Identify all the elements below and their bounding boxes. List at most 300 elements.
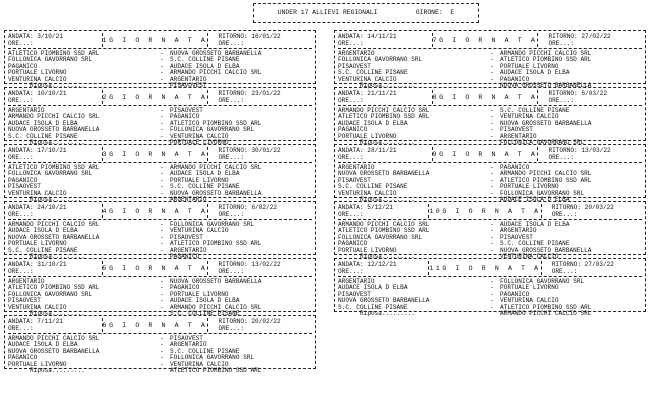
match-dash: - (160, 119, 164, 127)
home-team: PAGANICO (338, 240, 368, 248)
andata-label: ANDATA: (338, 90, 364, 97)
ore-label: ORE...: (338, 40, 364, 47)
match-dash: - (160, 246, 164, 254)
ore-label: ORE...: (551, 268, 578, 275)
away-team: PORTUALE LIVORNO (170, 176, 229, 184)
giornata-label: G I O R N A T A (109, 93, 208, 101)
ore-label: ORE...: (8, 325, 34, 332)
giornata-number: 10 (429, 207, 443, 215)
ore-label: ORE...: (548, 40, 575, 47)
away-team: S.C. COLLINE PISANE (500, 240, 570, 248)
away-team: FOLLONICA GAVORRANO SRL (170, 126, 255, 134)
page-header (253, 3, 479, 23)
ritorno-cell (542, 204, 642, 218)
match-dash: - (160, 240, 164, 248)
home-team: PORTUALE LIVORNO (338, 246, 397, 254)
giornata-number: 11 (429, 264, 443, 272)
match-dash: - (160, 347, 164, 355)
away-team: PISAOVEST (170, 233, 203, 241)
match-list (8, 221, 312, 253)
giornata-label: G I O R N A T A (442, 207, 541, 215)
giornata-block (334, 144, 646, 203)
giornata-title (428, 261, 541, 275)
home-team: PISAOVEST (338, 176, 371, 184)
ore-label: ORE...: (218, 154, 245, 161)
home-team: PAGANICO (338, 126, 368, 134)
ritorno-cell (538, 147, 642, 161)
match-dash: - (490, 164, 494, 171)
match-dash: - (160, 132, 164, 140)
riposa-team: VENTURINA CALCIO (500, 252, 559, 260)
andata-date: 12/12/21 (367, 261, 397, 268)
divider (8, 48, 312, 49)
giornata-label: G I O R N A T A (109, 150, 208, 158)
away-team: PAGANICO (500, 164, 530, 171)
match-dash: - (160, 221, 164, 228)
away-team: ARGENTARIO (500, 227, 537, 235)
giornata-header (8, 90, 312, 104)
giornata-block (4, 201, 316, 260)
match-dash: - (490, 132, 494, 140)
away-team: ATLETICO PIOMBINO SSD ARL (170, 119, 262, 127)
home-team: ARMANDO PICCHI CALCIO SRL (338, 107, 430, 114)
ritorno-label: RITORNO: (548, 33, 578, 40)
away-team: FOLLONICA GAVORRANO SRL (500, 278, 585, 285)
away-team: S.C. COLLINE PISANE (500, 107, 570, 114)
match-dash: - (160, 227, 164, 235)
away-team: ATLETICO PIOMBINO SSD ARL (500, 176, 592, 184)
riposa-label: Riposa......... (30, 195, 85, 203)
match-dash: - (490, 69, 494, 77)
away-team: FOLLONICA GAVORRANO SRL (170, 354, 255, 362)
giornata-number: 3 (102, 150, 110, 158)
riposa-team: ATLETICO PIOMBINO SSD ARL (170, 366, 262, 374)
home-team: PISAOVEST (8, 183, 41, 191)
ritorno-label: RITORNO: (551, 204, 581, 211)
home-team: VENTURINA CALCIO (8, 75, 67, 83)
away-team: NUOVA GROSSETO BARBANELLA (170, 278, 262, 285)
giornata-title (432, 147, 539, 161)
giornata-number: 4 (102, 207, 110, 215)
giornata-block (4, 87, 316, 146)
match-list (338, 164, 642, 196)
andata-cell (338, 90, 432, 104)
andata-cell (8, 204, 102, 218)
ore-label: ORE...: (8, 154, 34, 161)
giornata-title (102, 204, 209, 218)
left-column (4, 30, 316, 372)
match-list (8, 164, 312, 196)
match-list (338, 221, 642, 253)
giornata-title (432, 90, 539, 104)
giornata-label: G I O R N A T A (109, 207, 208, 215)
ritorno-label: RITORNO: (548, 90, 578, 97)
andata-date: 5/12/21 (367, 204, 393, 211)
giornata-block (4, 258, 316, 317)
riposa-team: AUDACE ISOLA D ELBA (500, 195, 570, 203)
giornata-label: G I O R N A T A (439, 36, 538, 44)
away-team: PORTUALE LIVORNO (500, 62, 559, 70)
match-dash: - (160, 113, 164, 121)
match-list (338, 107, 642, 139)
home-team: PORTUALE LIVORNO (8, 69, 67, 77)
match-list (8, 107, 312, 139)
away-team: NUOVA GROSSETO BARBANELLA (500, 246, 592, 254)
match-dash: - (160, 75, 164, 83)
home-team: ATLETICO PIOMBINO SSD ARL (338, 227, 430, 235)
match-list (8, 50, 312, 82)
divider (8, 219, 312, 220)
match-dash: - (490, 233, 494, 241)
giornata-label: G I O R N A T A (109, 264, 208, 272)
giornata-title (102, 318, 209, 332)
giornata-label: G I O R N A T A (109, 36, 208, 44)
home-team: AUDACE ISOLA D ELBA (8, 341, 78, 349)
home-team: S.C. COLLINE PISANE (338, 303, 408, 311)
home-team: VENTURINA CALCIO (338, 189, 397, 197)
home-team: PISAOVEST (338, 290, 371, 298)
home-team: VENTURINA CALCIO (8, 303, 67, 311)
ritorno-date: 13/02/22 (251, 261, 281, 268)
away-team: FOLLONICA GAVORRANO SRL (500, 189, 585, 197)
home-team: AUDACE ISOLA D ELBA (8, 119, 78, 127)
andata-cell (338, 204, 428, 218)
away-team: ARGENTARIO (170, 341, 207, 349)
away-team: ATLETICO PIOMBINO SSD ARL (170, 240, 262, 248)
ritorno-label: RITORNO: (218, 204, 248, 211)
away-team: VENTURINA CALCIO (170, 132, 229, 140)
ore-label: ORE...: (218, 40, 245, 47)
right-column (334, 30, 646, 315)
match-dash: - (160, 233, 164, 241)
girone-label: GIRONE: (415, 9, 443, 16)
away-team: ARMANDO PICCHI CALCIO SRL (170, 303, 262, 311)
andata-date: 24/10/21 (37, 204, 67, 211)
giornata-title (102, 90, 209, 104)
home-team: ARGENTARIO (338, 164, 375, 171)
ore-label: ORE...: (8, 268, 34, 275)
away-team: PAGANICO (500, 75, 530, 83)
match-dash: - (490, 227, 494, 235)
giornata-number: 1 (102, 36, 110, 44)
ritorno-date: 13/03/22 (581, 147, 611, 154)
divider (8, 333, 312, 334)
ritorno-label: RITORNO: (218, 90, 248, 97)
home-team: ARMANDO PICCHI CALCIO SRL (8, 113, 100, 121)
divider (8, 105, 312, 106)
giornata-header (8, 204, 312, 218)
match-dash: - (160, 335, 164, 342)
riposa-team: FOLLONICA GAVORRANO SRL (500, 138, 585, 146)
riposa-row (338, 253, 642, 259)
match-dash: - (160, 189, 164, 197)
divider (338, 276, 642, 277)
home-team: NUOVA GROSSETO BARBANELLA (338, 170, 430, 178)
ritorno-date: 20/03/22 (584, 204, 614, 211)
home-team: ATLETICO PIOMBINO SSD ARL (8, 50, 100, 57)
andata-cell (8, 147, 102, 161)
home-team: PAGANICO (8, 176, 38, 184)
away-team: ARMANDO PICCHI CALCIO SRL (170, 69, 262, 77)
away-team: ARMANDO PICCHI CALCIO SRL (500, 50, 592, 57)
away-team: PISAOVEST (170, 335, 203, 342)
away-team: ATLETICO PIOMBINO SSD ARL (500, 303, 592, 311)
match-dash: - (160, 56, 164, 64)
ore-label: ORE...: (8, 211, 34, 218)
ritorno-date: 16/01/22 (251, 33, 281, 40)
away-team: S.C. COLLINE PISANE (170, 347, 240, 355)
divider (8, 276, 312, 277)
giornata-header (8, 147, 312, 161)
match-dash: - (490, 62, 494, 70)
giornata-number: 2 (102, 93, 110, 101)
match-dash: - (490, 278, 494, 285)
home-team: NUOVA GROSSETO BARBANELLA (8, 126, 100, 134)
home-team: PISAOVEST (338, 62, 371, 70)
match-dash: - (160, 303, 164, 311)
riposa-label: Riposa......... (30, 366, 85, 374)
ritorno-label: RITORNO: (548, 147, 578, 154)
riposa-row (8, 310, 312, 316)
riposa-team: PAGANICO (170, 252, 200, 260)
match-dash: - (160, 126, 164, 134)
giornata-label: G I O R N A T A (442, 264, 541, 272)
ore-label: ORE...: (551, 211, 578, 218)
andata-label: ANDATA: (338, 147, 364, 154)
match-dash: - (490, 240, 494, 248)
home-team: AUDACE ISOLA D ELBA (338, 284, 408, 292)
away-team: PORTUALE LIVORNO (500, 183, 559, 191)
ritorno-date: 27/03/22 (584, 261, 614, 268)
riposa-team: ARGENTARIO (170, 195, 207, 203)
match-dash: - (160, 176, 164, 184)
andata-date: 17/10/21 (37, 147, 67, 154)
andata-label: ANDATA: (338, 204, 364, 211)
ritorno-date: 6/03/22 (581, 90, 607, 97)
match-list (338, 50, 642, 82)
andata-label: ANDATA: (8, 318, 34, 325)
home-team: PORTUALE LIVORNO (8, 240, 67, 248)
ritorno-cell (538, 33, 642, 47)
ritorno-label: RITORNO: (218, 261, 248, 268)
ore-label: ORE...: (218, 268, 245, 275)
andata-label: ANDATA: (8, 33, 34, 40)
ritorno-label: RITORNO: (551, 261, 581, 268)
riposa-team: S.C. COLLINE PISANE (170, 309, 240, 317)
ritorno-cell (538, 90, 642, 104)
riposa-row (8, 253, 312, 259)
riposa-row (8, 196, 312, 202)
giornata-header (338, 204, 642, 218)
ritorno-cell (208, 147, 312, 161)
home-team: NUOVA GROSSETO BARBANELLA (8, 347, 100, 355)
giornata-number: 8 (432, 93, 440, 101)
andata-date: 3/10/21 (37, 33, 63, 40)
ore-label: ORE...: (338, 211, 364, 218)
ore-label: ORE...: (8, 97, 34, 104)
ore-label: ORE...: (8, 40, 34, 47)
riposa-label: Riposa......... (360, 309, 415, 317)
home-team: S.C. COLLINE PISANE (8, 246, 78, 254)
giornata-block (4, 30, 316, 89)
home-team: FOLLONICA GAVORRANO SRL (8, 170, 93, 178)
riposa-label: Riposa......... (360, 138, 415, 146)
away-team: VENTURINA CALCIO (170, 360, 229, 368)
divider (338, 105, 642, 106)
home-team: PAGANICO (8, 62, 38, 70)
andata-date: 31/10/21 (37, 261, 67, 268)
riposa-row (8, 139, 312, 145)
home-team: ARMANDO PICCHI CALCIO SRL (8, 335, 100, 342)
giornata-number: 7 (432, 36, 440, 44)
home-team: NUOVA GROSSETO BARBANELLA (338, 297, 430, 305)
away-team: ATLETICO PIOMBINO SSD ARL (500, 56, 592, 64)
match-dash: - (490, 284, 494, 292)
home-team: S.C. COLLINE PISANE (338, 69, 408, 77)
away-team: ARGENTARIO (170, 246, 207, 254)
andata-label: ANDATA: (8, 90, 34, 97)
away-team: ARMANDO PICCHI CALCIO SRL (500, 170, 592, 178)
giornata-label: G I O R N A T A (439, 93, 538, 101)
ritorno-label: RITORNO: (218, 318, 248, 325)
giornata-label: G I O R N A T A (109, 321, 208, 329)
divider (8, 162, 312, 163)
home-team: ARMANDO PICCHI CALCIO SRL (8, 221, 100, 228)
match-dash: - (160, 69, 164, 77)
home-team: PORTUALE LIVORNO (338, 132, 397, 140)
away-team: VENTURINA CALCIO (500, 297, 559, 305)
andata-date: 28/11/21 (367, 147, 397, 154)
away-team: NUOVA GROSSETO BARBANELLA (500, 119, 592, 127)
giornata-label: G I O R N A T A (439, 150, 538, 158)
giornata-block (334, 258, 646, 317)
match-dash: - (490, 297, 494, 305)
riposa-label: Riposa......... (30, 309, 85, 317)
giornata-block (4, 315, 316, 374)
match-dash: - (160, 278, 164, 285)
ritorno-label: RITORNO: (218, 147, 248, 154)
match-dash: - (160, 164, 164, 171)
ritorno-date: 23/01/22 (251, 90, 281, 97)
home-team: VENTURINA CALCIO (338, 75, 397, 83)
home-team: FOLLONICA GAVORRANO SRL (8, 56, 93, 64)
away-team: ARMANDO PICCHI CALCIO SRL (170, 164, 262, 171)
home-team: AUDACE ISOLA D ELBA (8, 227, 78, 235)
match-dash: - (490, 126, 494, 134)
away-team: S.C. COLLINE PISANE (170, 183, 240, 191)
home-team: FOLLONICA GAVORRANO SRL (8, 290, 93, 298)
andata-date: 10/10/21 (37, 90, 67, 97)
away-team: PISAOVEST (170, 107, 203, 114)
giornata-title (432, 33, 539, 47)
giornata-number: 6 (102, 321, 110, 329)
riposa-row (338, 139, 642, 145)
home-team: ATLETICO PIOMBINO SSD ARL (8, 164, 100, 171)
andata-cell (8, 90, 102, 104)
giornata-header (8, 261, 312, 275)
away-team: FOLLONICA GAVORRANO SRL (170, 221, 255, 228)
match-dash: - (490, 170, 494, 178)
riposa-row (338, 310, 642, 316)
match-dash: - (160, 170, 164, 178)
ore-label: ORE...: (338, 154, 364, 161)
match-dash: - (490, 113, 494, 121)
home-team: FOLLONICA GAVORRANO SRL (338, 56, 423, 64)
match-dash: - (490, 176, 494, 184)
away-team: PAGANICO (170, 284, 200, 292)
match-dash: - (490, 75, 494, 83)
home-team: FOLLONICA GAVORRANO SRL (338, 233, 423, 241)
match-list (338, 278, 642, 310)
ore-label: ORE...: (338, 268, 364, 275)
giornata-title (102, 147, 209, 161)
home-team: PISAOVEST (8, 297, 41, 305)
away-team: VENTURINA CALCIO (500, 113, 559, 121)
giornata-block (334, 30, 646, 89)
match-dash: - (490, 189, 494, 197)
away-team: PAGANICO (500, 290, 530, 298)
giornata-number: 5 (102, 264, 110, 272)
giornata-title (428, 204, 541, 218)
ore-label: ORE...: (548, 154, 575, 161)
riposa-team: ARMANDO PICCHI CALCIO SRL (500, 309, 592, 317)
riposa-row (338, 82, 642, 88)
andata-label: ANDATA: (338, 33, 364, 40)
divider (338, 162, 642, 163)
away-team: PORTUALE LIVORNO (500, 284, 559, 292)
away-team: ARGENTARIO (170, 75, 207, 83)
match-dash: - (490, 50, 494, 57)
away-team: ARGENTARIO (500, 132, 537, 140)
giornata-header (338, 90, 642, 104)
ritorno-cell (208, 261, 312, 275)
match-dash: - (160, 50, 164, 57)
ritorno-label: RITORNO: (218, 33, 248, 40)
away-team: AUDACE ISOLA D ELBA (170, 170, 240, 178)
away-team: PAGANICO (170, 113, 200, 121)
giornata-title (102, 33, 209, 47)
away-team: S.C. COLLINE PISANE (170, 56, 240, 64)
riposa-row (8, 367, 312, 373)
ore-label: ORE...: (218, 211, 245, 218)
away-team: PORTUALE LIVORNO (170, 290, 229, 298)
giornata-block (334, 87, 646, 146)
giornata-block (334, 201, 646, 260)
riposa-label: Riposa......... (360, 252, 415, 260)
match-list (8, 278, 312, 310)
home-team: NUOVA GROSSETO BARBANELLA (8, 233, 100, 241)
riposa-label: Riposa......... (30, 81, 85, 89)
ore-label: ORE...: (338, 97, 364, 104)
ritorno-cell (542, 261, 642, 275)
match-dash: - (160, 360, 164, 368)
home-team: ATLETICO PIOMBINO SSD ARL (338, 113, 430, 121)
match-dash: - (160, 107, 164, 114)
riposa-team: NUOVA GROSSETO BARBANELLA (500, 81, 592, 89)
giornata-header (338, 33, 642, 47)
away-team: AUDACE ISOLA D ELBA (170, 62, 240, 70)
andata-label: ANDATA: (8, 204, 34, 211)
andata-date: 7/11/21 (37, 318, 63, 325)
andata-date: 14/11/21 (367, 33, 397, 40)
match-list (8, 335, 312, 367)
away-team: AUDACE ISOLA D ELBA (500, 221, 570, 228)
andata-cell (338, 33, 432, 47)
riposa-label: Riposa......... (30, 138, 85, 146)
home-team: ARGENTARIO (338, 50, 375, 57)
ritorno-date: 30/01/22 (251, 147, 281, 154)
ritorno-date: 20/02/22 (251, 318, 281, 325)
